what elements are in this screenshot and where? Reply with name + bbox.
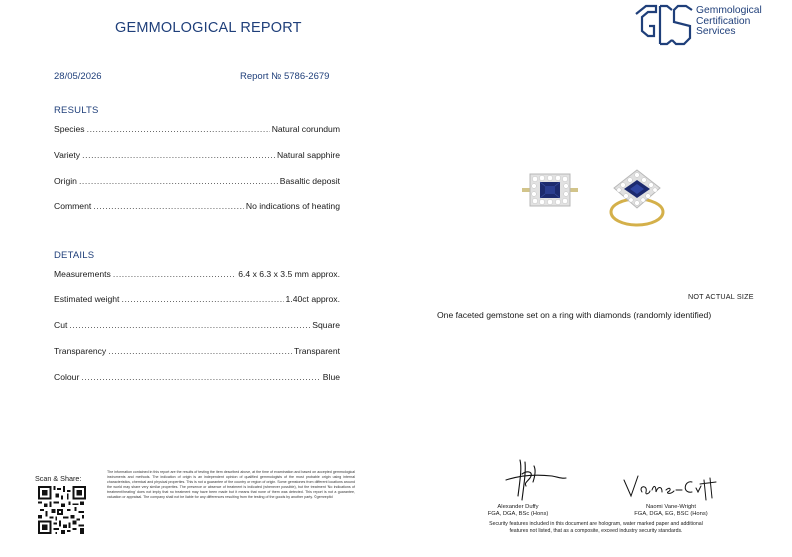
signature-naomi-vane-wright [622,470,718,502]
gcs-logo-icon [634,4,694,46]
results-heading: RESULTS [54,105,99,116]
signatory-1 [470,504,566,518]
security-note [468,521,724,535]
qr-code-icon[interactable] [38,486,86,534]
scan-label: Scan & Share: [35,474,82,483]
signature-alexander-duffy [500,456,570,502]
row-value: Basaltic deposit [279,176,340,186]
signatory-1-credentials: FGA, DGA, BSc (Hons) [487,511,549,517]
security-note-line-2: features not listed, that as a composite, exceed industry security standards. [509,527,683,534]
result-row-species [54,124,340,134]
row-label: Comment [54,201,92,211]
row-value: No indications of heating [245,201,340,211]
row-label: Colour [54,372,80,382]
report-date: 28/05/2026 [54,71,102,82]
row-value: Natural sapphire [276,150,340,160]
row-value: 1.40ct approx. [285,294,340,304]
result-row-origin [54,176,340,186]
disclaimer-text: The information contained in this report are the results of testing the item described above, at the time of examination and based on accepted gemmological instruments and methods. The indication of origin is an independent opinion of qualified gemmologists of the most probable origin using internal characteristics, chemical and physical properties. This is not a guarantee of the country or region of origin. Some gemstones from different locations around the world may share very similar properties. The presence or absence of treatment is indicated (whenever possible), but the treatment 'No indications of treatment/heating' does not imply that no treatment may have been made but it means that none of them was detected. This report is not a guarantee, valuation or appraisal. The company shall not be liable for any differences resulting from the testing of the goods by another party. ©gemrepltd [107,470,355,499]
row-value: Blue [322,372,340,382]
report-number: Report № 5786-2679 [240,71,330,82]
result-row-comment [54,201,340,211]
row-label: Measurements [54,269,111,279]
row-value: Natural corundum [271,124,340,134]
ring-angled-view [611,170,663,225]
logo-wordmark [696,6,762,38]
row-label: Variety [54,150,81,160]
item-description: One faceted gemstone set on a ring with diamonds (randomly identified) [437,310,712,320]
report-title: GEMMOLOGICAL REPORT [115,20,302,36]
ring-front-view [522,174,578,206]
logo-line-1: Gemmological [696,5,762,16]
row-label: Transparency [54,346,107,356]
logo-line-3: Services [696,26,736,37]
logo-line-2: Certification [696,15,751,27]
details-heading: DETAILS [54,250,95,261]
ring-photo [520,168,670,230]
result-row-variety [54,150,340,160]
row-value: Square [312,320,340,330]
detail-row-cut [54,320,340,330]
row-label: Estimated weight [54,294,120,304]
signatory-2-name: Naomi Vane-Wright [645,504,697,510]
detail-row-weight [54,294,340,304]
row-value: Transparent [293,346,340,356]
signatory-1-name: Alexander Duffy [497,504,539,510]
signatory-2-credentials: FGA, DGA, EG, BSC (Hons) [634,511,708,517]
detail-row-measurements [54,269,340,279]
row-label: Cut [54,320,68,330]
row-label: Species [54,124,85,134]
row-label: Origin [54,176,77,186]
detail-row-colour [54,372,340,382]
detail-row-transparency [54,346,340,356]
row-value: 6.4 x 6.3 x 3.5 mm approx. [238,269,340,279]
security-note-line-1: Security features included in this document are hologram, water marked paper and additional [489,521,703,527]
not-actual-size-note: NOT ACTUAL SIZE [688,292,754,301]
signatory-2 [608,504,734,518]
